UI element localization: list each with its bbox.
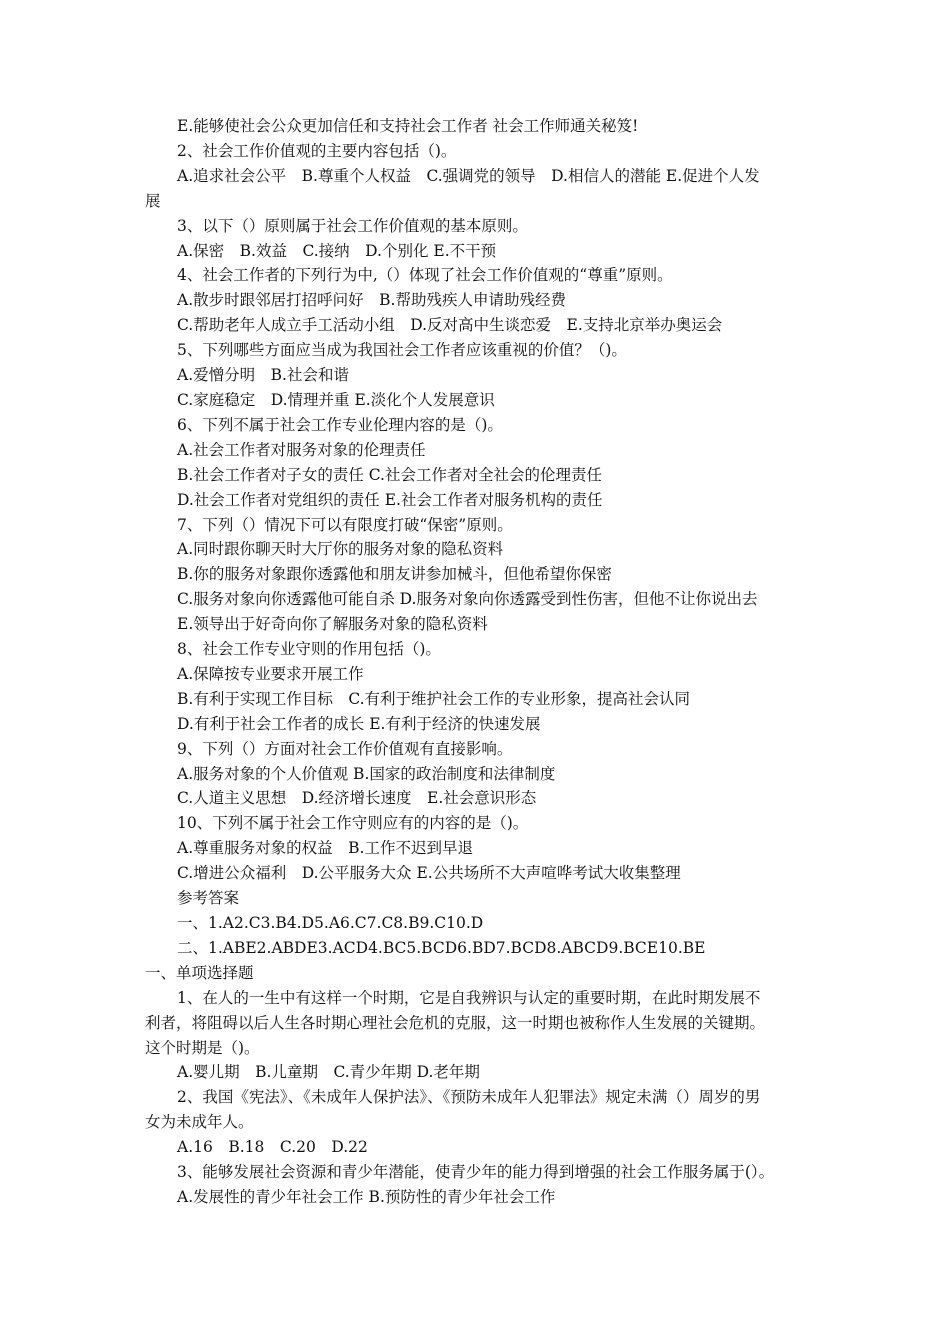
question-1: 1、在人的一生中有这样一个时期，它是自我辨识与认定的重要时期，在此时期发展不 — [177, 988, 761, 1007]
question-8: 8、社会工作专业守则的作用包括（)。 — [177, 640, 441, 659]
question-10: 10、下列不属于社会工作守则应有的内容的是（)。 — [177, 814, 529, 833]
options-q10-c-e: C.增进公众福利 D.公平服务大众 E.公共场所不大声喧哗考试大收集整理 — [177, 864, 681, 883]
question-7: 7、下列（）情况下可以有限度打破“保密”原则。 — [177, 515, 513, 534]
question-2b-continued: 女为未成年人。 — [145, 1113, 254, 1132]
options-q9-a-b: A.服务对象的个人价值观 B.国家的政治制度和法律制度 — [177, 764, 556, 783]
answers-heading: 参考答案 — [177, 889, 240, 908]
question-2b: 2、我国《宪法》、《未成年人保护法》、《预防未成年人犯罪法》规定未满（）周岁的男 — [177, 1088, 761, 1107]
answers-section-1: 一、1.A2.C3.B4.D5.A6.C7.C8.B9.C10.D — [177, 914, 484, 932]
options-q2: A.追求社会公平 B.尊重个人权益 C.强调党的领导 D.相信人的潜能 E.促进个人发 — [177, 166, 760, 185]
options-q6-b-c: B.社会工作者对子女的责任 C.社会工作者对全社会的伦理责任 — [177, 465, 602, 484]
options-q2b: A.16 B.18 C.20 D.22 — [177, 1138, 368, 1157]
question-2: 2、社会工作价值观的主要内容包括（)。 — [177, 141, 457, 160]
question-3: 3、以下（）原则属于社会工作价值观的基本原则。 — [177, 216, 528, 235]
options-q6-a: A.社会工作者对服务对象的伦理责任 — [177, 440, 426, 459]
options-q3: A.保密 B.效益 C.接纳 D.个别化 E.不干预 — [177, 241, 497, 260]
options-q3b: A.发展性的青少年社会工作 B.预防性的青少年社会工作 — [177, 1187, 556, 1206]
options-q4-a-b: A.散步时跟邻居打招呼问好 B.帮助残疾人申请助残经费 — [177, 291, 566, 310]
question-4: 4、社会工作者的下列行为中,（）体现了社会工作价值观的“尊重”原则。 — [177, 266, 673, 285]
options-q6-d-e: D.社会工作者对党组织的责任 E.社会工作者对服务机构的责任 — [177, 490, 603, 509]
question-6: 6、下列不属于社会工作专业伦理内容的是（)。 — [177, 415, 503, 434]
question-9: 9、下列（）方面对社会工作价值观有直接影响。 — [177, 739, 513, 758]
options-q2-continued: 展 — [145, 191, 161, 210]
options-q7-c-d: C.服务对象向你透露他可能自杀 D.服务对象向你透露受到性伤害，但他不让你说出去 — [177, 590, 758, 609]
question-1-end: 这个时期是（)。 — [145, 1038, 260, 1057]
options-q7-a: A.同时跟你聊天时大厅你的服务对象的隐私资料 — [177, 540, 504, 559]
document-body — [145, 114, 810, 1210]
options-q8-d-e: D.有利于社会工作者的成长 E.有利于经济的快速发展 — [177, 714, 541, 733]
question-5: 5、下列哪些方面应当成为我国社会工作者应该重视的价值？（)。 — [177, 341, 627, 360]
question-1-continued: 利者，将阻碍以后人生各时期心理社会危机的克服，这一时期也被称作人生发展的关键期。 — [145, 1013, 766, 1032]
options-q7-b: B.你的服务对象跟你透露他和朋友讲参加械斗，但他希望你保密 — [177, 565, 612, 584]
question-3b: 3、能够发展社会资源和青少年潜能，使青少年的能力得到增强的社会工作服务属于(）。 — [177, 1163, 775, 1182]
options-q4-c-e: C.帮助老年人成立手工活动小组 D.反对高中生谈恋爱 E.支持北京举办奥运会 — [177, 316, 723, 335]
options-q7-e: E.领导出于好奇向你了解服务对象的隐私资料 — [177, 615, 488, 634]
options-q9-c-e: C.人道主义思想 D.经济增长速度 E.社会意识形态 — [177, 789, 537, 808]
options-q10-a-b: A.尊重服务对象的权益 B.工作不迟到早退 — [177, 839, 473, 858]
option-line: E.能够使社会公众更加信任和支持社会工作者 社会工作师通关秘笈! — [177, 117, 639, 135]
section-heading: 一、单项选择题 — [145, 963, 254, 982]
options-q8-b-c: B.有利于实现工作目标 C.有利于维护社会工作的专业形象，提高社会认同 — [177, 689, 691, 708]
answers-section-2: 二、1.ABE2.ABDE3.ACD4.BC5.BCD6.BD7.BCD8.ABCD9.BCE10.BE — [177, 938, 706, 957]
options-q8-a: A.保障按专业要求开展工作 — [177, 664, 364, 683]
options-q1: A.婴儿期 B.儿童期 C.青少年期 D.老年期 — [177, 1063, 480, 1082]
options-q5-c-e: C.家庭稳定 D.情理并重 E.淡化个人发展意识 — [177, 390, 495, 409]
options-q5-a-b: A.爱憎分明 B.社会和谐 — [177, 366, 349, 385]
